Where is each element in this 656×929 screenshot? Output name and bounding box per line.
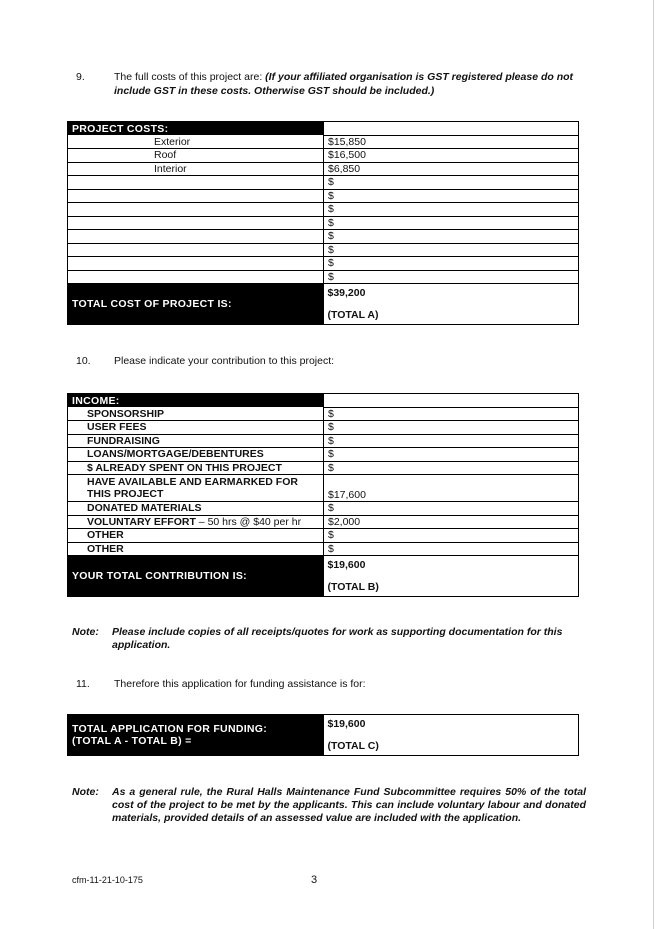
cost-item-label	[68, 270, 324, 284]
income-row-available	[68, 475, 579, 502]
q11-text: Therefore this application for funding assistance is for:	[114, 678, 366, 690]
application-total-row	[68, 715, 579, 756]
cost-row	[68, 243, 579, 257]
income-header: INCOME:	[68, 394, 324, 408]
income-other-value: $	[324, 529, 579, 543]
income-item-value: $	[324, 448, 579, 462]
income-available-line2: THIS PROJECT	[87, 488, 164, 500]
income-item-value: $	[324, 461, 579, 475]
cost-row	[68, 149, 579, 163]
application-label-line2: (TOTAL A - TOTAL B) =	[72, 735, 192, 747]
income-item-label: $ ALREADY SPENT ON THIS PROJECT	[68, 461, 324, 475]
income-item-value: $	[324, 421, 579, 435]
application-total-cell	[324, 715, 579, 756]
cost-row	[68, 176, 579, 190]
application-total-tag: (TOTAL C)	[327, 740, 379, 752]
income-header-row	[68, 394, 579, 408]
page-edge	[653, 0, 654, 929]
application-total-value: $19,600	[327, 718, 366, 730]
cost-item-label	[68, 176, 324, 190]
cost-item-value: $	[324, 189, 579, 203]
cost-item-label	[68, 189, 324, 203]
income-total-row	[68, 556, 579, 597]
income-row	[68, 407, 579, 421]
note1-label: Note:	[72, 626, 99, 638]
income-other-label: OTHER	[68, 542, 324, 556]
income-other-label: OTHER	[68, 529, 324, 543]
q10-number: 10.	[76, 355, 91, 367]
income-header-value	[324, 394, 579, 408]
income-total-value: $19,600	[327, 559, 366, 571]
cost-row	[68, 203, 579, 217]
income-row	[68, 421, 579, 435]
income-item-value: $	[324, 407, 579, 421]
cost-item-value: $16,500	[324, 149, 579, 163]
note1-text: Please include copies of all receipts/quotes for work as supporting documentation for this application.	[112, 626, 563, 651]
costs-header: PROJECT COSTS:	[68, 122, 324, 136]
cost-row	[68, 216, 579, 230]
income-row	[68, 461, 579, 475]
cost-row	[68, 189, 579, 203]
income-total-cell	[324, 556, 579, 597]
note2-label: Note:	[72, 786, 99, 798]
costs-total-cell	[324, 284, 579, 325]
costs-header-value	[324, 122, 579, 136]
q9-text	[114, 71, 588, 98]
income-row	[68, 502, 579, 516]
income-row-voluntary	[68, 515, 579, 529]
cost-item-value: $15,850	[324, 135, 579, 149]
income-other-value: $	[324, 542, 579, 556]
income-voluntary-label-cell	[68, 515, 324, 529]
income-item-value: $	[324, 434, 579, 448]
income-item-label: FUNDRAISING	[68, 434, 324, 448]
income-row	[68, 448, 579, 462]
cost-item-value: $	[324, 176, 579, 190]
costs-total-tag: (TOTAL A)	[327, 309, 379, 321]
income-voluntary-value: $2,000	[324, 515, 579, 529]
income-donated-label: DONATED MATERIALS	[68, 502, 324, 516]
income-row	[68, 542, 579, 556]
page-number: 3	[311, 874, 318, 886]
cost-item-value: $	[324, 270, 579, 284]
note2-text: As a general rule, the Rural Halls Maintenance Fund Subcommittee requires 50% of the total cost of the project to be met by the applicants. This can include voluntary labour and donated materials, provided details of an assessed value are included with the application.	[112, 786, 586, 824]
income-available-line1: HAVE AVAILABLE AND EARMARKED FOR	[87, 476, 298, 488]
income-voluntary-label: VOLUNTARY EFFORT	[87, 515, 196, 528]
q9-gst-note: (If your affiliated organisation is GST registered please do not include GST in these costs. Otherwise GST should be included.)	[114, 71, 574, 97]
cost-item-label	[68, 216, 324, 230]
income-item-label: SPONSORSHIP	[68, 407, 324, 421]
income-voluntary-detail: – 50 hrs @ $40 per hr	[195, 515, 302, 528]
cost-item-label	[68, 257, 324, 271]
income-available-value: $17,600	[324, 475, 579, 502]
income-donated-value: $	[324, 502, 579, 516]
cost-item-value: $	[324, 243, 579, 257]
application-total-table	[67, 714, 579, 756]
cost-row	[68, 257, 579, 271]
income-table	[67, 393, 579, 597]
income-item-label: USER FEES	[68, 421, 324, 435]
cost-item-value: $	[324, 216, 579, 230]
income-total-tag: (TOTAL B)	[327, 581, 379, 593]
costs-header-row	[68, 122, 579, 136]
footer-form-code: cfm-11-21-10-175	[72, 875, 143, 885]
cost-item-label: Interior	[68, 162, 324, 176]
cost-item-value: $	[324, 230, 579, 244]
q9-number: 9.	[76, 71, 85, 83]
cost-row	[68, 162, 579, 176]
application-total-label	[68, 715, 324, 756]
application-label-line1: TOTAL APPLICATION FOR FUNDING:	[72, 723, 268, 735]
project-costs-table	[67, 121, 579, 325]
income-total-label: YOUR TOTAL CONTRIBUTION IS:	[68, 556, 324, 597]
cost-row	[68, 270, 579, 284]
cost-item-value: $	[324, 203, 579, 217]
cost-item-value: $	[324, 257, 579, 271]
q10-text: Please indicate your contribution to this project:	[114, 355, 335, 367]
q11-number: 11.	[76, 678, 90, 690]
cost-item-label	[68, 203, 324, 217]
income-item-label: LOANS/MORTGAGE/DEBENTURES	[68, 448, 324, 462]
cost-item-label: Roof	[68, 149, 324, 163]
costs-total-value: $39,200	[327, 287, 366, 299]
costs-total-label: TOTAL COST OF PROJECT IS:	[68, 284, 324, 325]
income-row	[68, 529, 579, 543]
cost-item-label	[68, 230, 324, 244]
cost-item-label: Exterior	[68, 135, 324, 149]
cost-row	[68, 135, 579, 149]
cost-item-label	[68, 243, 324, 257]
cost-row	[68, 230, 579, 244]
income-row	[68, 434, 579, 448]
cost-item-value: $6,850	[324, 162, 579, 176]
income-available-label	[68, 475, 324, 502]
costs-total-row	[68, 284, 579, 325]
q9-question: The full costs of this project are:	[114, 71, 263, 83]
